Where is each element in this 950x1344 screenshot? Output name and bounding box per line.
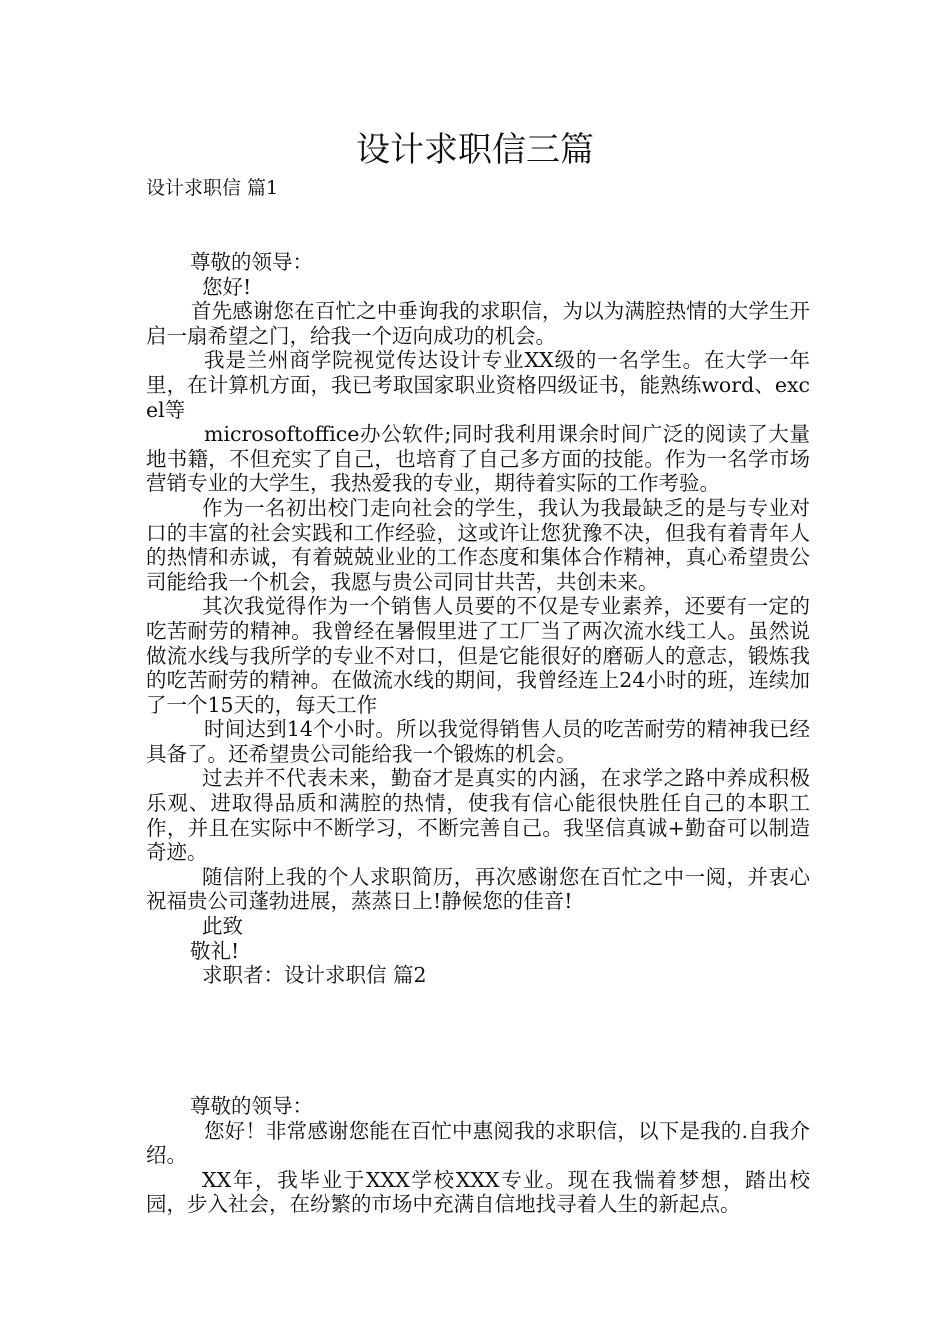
letter1-paragraph: 随信附上我的个人求职简历，再次感谢您在百忙之中一阅，并衷心祝福贵公司蓬勃进展，蒸蒸日上!静候您的佳音! xyxy=(146,864,810,914)
letter1-regards: 敬礼! xyxy=(190,938,240,963)
letter1-paragraph: 过去并不代表未来，勤奋才是真实的内涵，在求学之路中养成积极乐观、进取得品质和满腔的热情，使我有信心能很快胜任自己的本职工作，并且在实际中不断学习，不断完善自己。我坚信真诚+勤奋可以制造奇迹。 xyxy=(146,766,810,865)
letter1-paragraph: 我是兰州商学院视觉传达设计专业XX级的一名学生。在大学一年里，在计算机方面，我已考取国家职业资格四级证书，能熟练word、excel等 xyxy=(146,348,810,422)
letter1-paragraph: microsoftoffice办公软件;同时我利用课余时间广泛的阅读了大量地书籍，不但充实了自己，也培育了自己多方面的技能。作为一名学市场营销专业的大学生，我热爱我的专业，期待着实际的工作考验。 xyxy=(146,422,810,496)
letter1-greeting: 您好! xyxy=(202,274,252,299)
letter1-salutation: 尊敬的领导： xyxy=(190,250,313,274)
letter1-paragraph: 作为一名初出校门走向社会的学生，我认为我最缺乏的是与专业对口的丰富的社会实践和工作经验，这或许让您犹豫不决，但我有着青年人的热情和赤诚，有着兢兢业业的工作态度和集体合作精神，真心希望贵公司能给我一个机会，我愿与贵公司同甘共苦，共创未来。 xyxy=(146,495,810,594)
letter1-closing: 此致 xyxy=(202,914,243,939)
document-title: 设计求职信三篇 xyxy=(356,130,594,170)
letter2-salutation: 尊敬的领导： xyxy=(190,1094,313,1118)
letter2-body xyxy=(146,1094,810,1217)
letter1-signature: 求职者：设计求职信 篇2 xyxy=(202,963,427,988)
letter1-paragraph: 其次我觉得作为一个销售人员要的不仅是专业素养，还要有一定的吃苦耐劳的精神。我曾经在暑假里进了工厂当了两次流水线工人。虽然说做流水线与我所学的专业不对口，但是它能很好的磨砺人的意志，锻炼我的吃苦耐劳的精神。在做流水线的期间，我曾经连上24小时的班，连续加了一个15天的，每天工作 xyxy=(146,594,810,717)
letter2-paragraph: 您好！非常感谢您能在百忙中惠阅我的求职信，以下是我的.自我介绍。 xyxy=(146,1118,810,1168)
letter1-paragraph: 首先感谢您在百忙之中垂询我的求职信，为以为满腔热情的大学生开启一扇希望之门，给我一个迈向成功的机会。 xyxy=(146,299,810,348)
letter1-heading: 设计求职信 篇1 xyxy=(146,177,279,199)
letter1-paragraph: 时间达到14个小时。所以我觉得销售人员的吃苦耐劳的精神我已经具备了。还希望贵公司能给我一个锻炼的机会。 xyxy=(146,717,810,766)
letter2-paragraph: XX年，我毕业于XXX学校XXX专业。现在我惴着梦想，踏出校园，步入社会，在纷繁的市场中充满自信地找寻着人生的新起点。 xyxy=(146,1167,810,1217)
letter1-body xyxy=(146,250,810,988)
